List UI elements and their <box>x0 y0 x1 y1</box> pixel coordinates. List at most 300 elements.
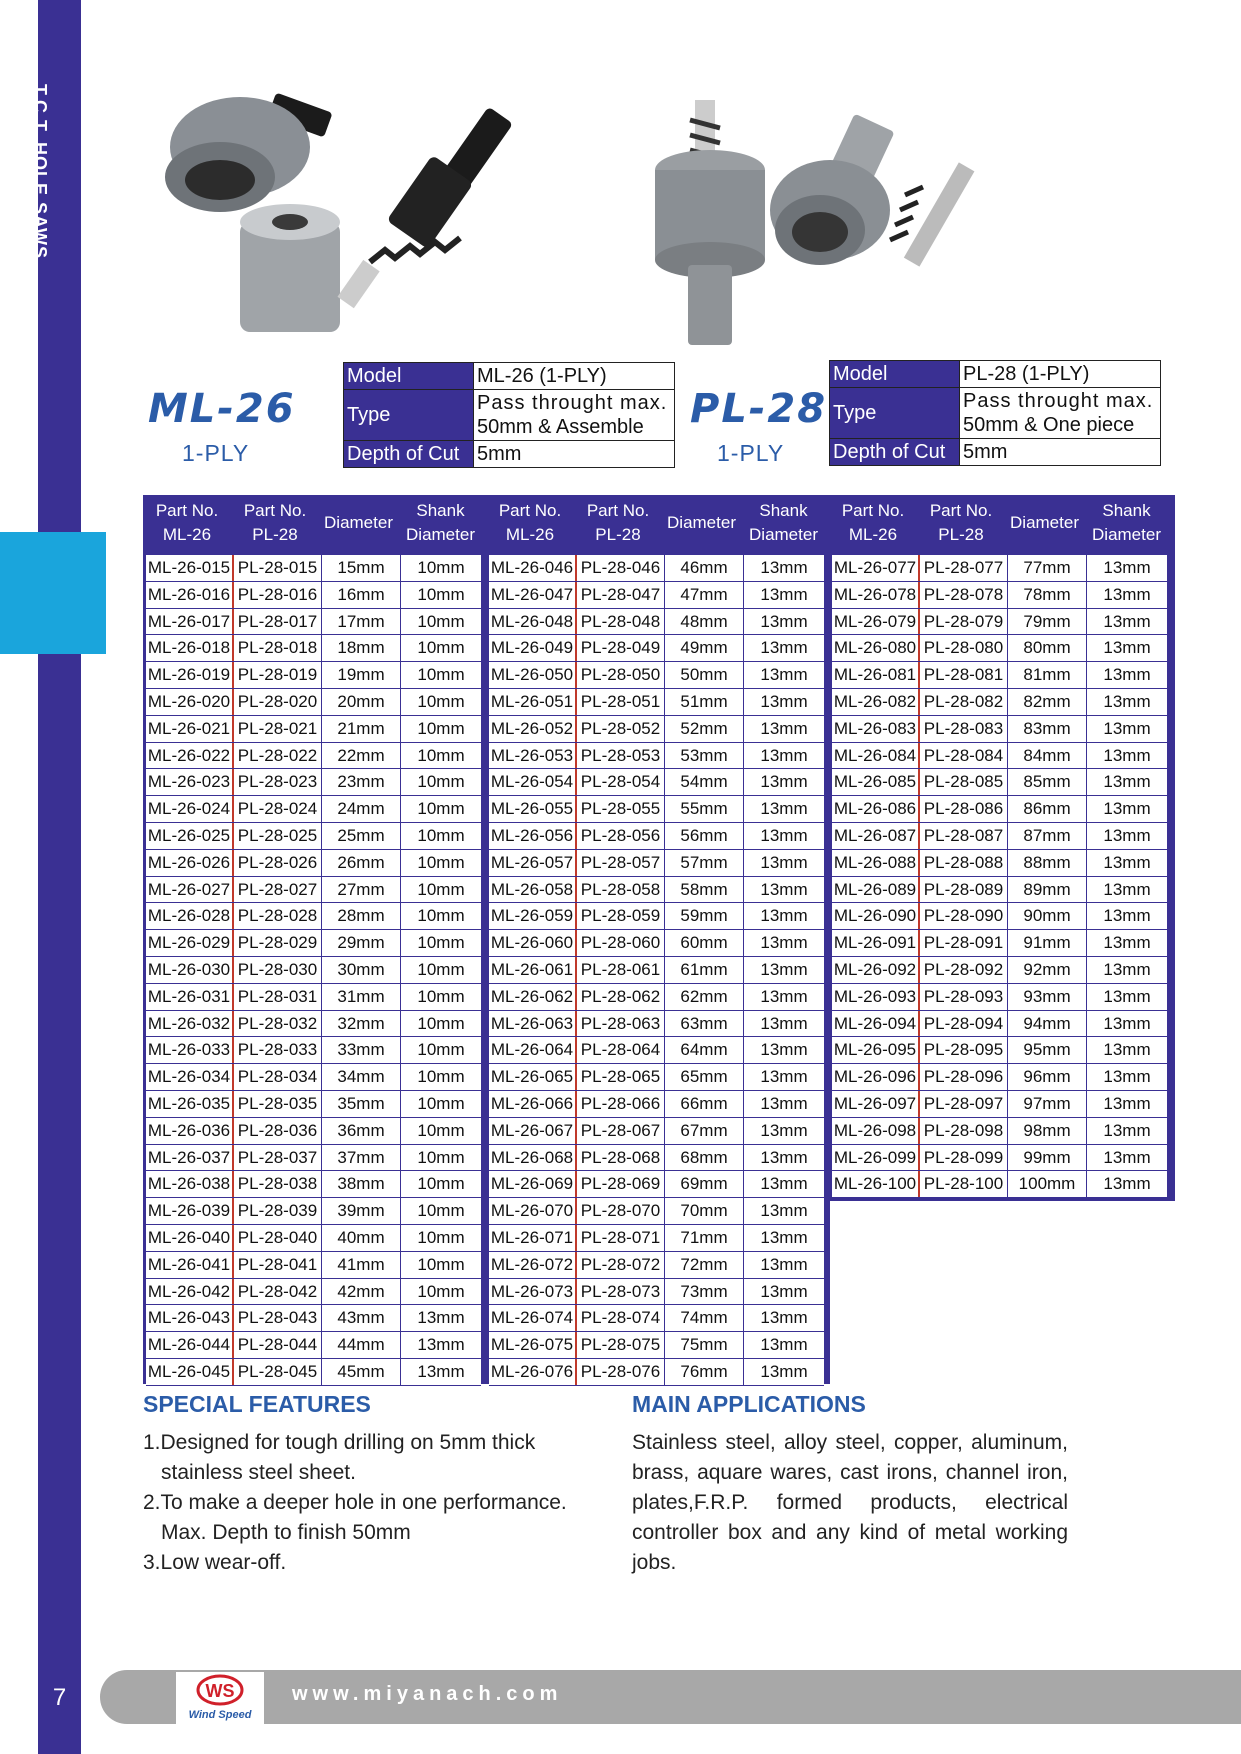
table-row <box>146 769 481 796</box>
table-cell: ML-26-084 <box>832 743 920 769</box>
table-row <box>146 662 481 689</box>
footer-bar <box>100 1670 1241 1724</box>
table-cell: ML-26-071 <box>489 1225 577 1251</box>
table-cell: 13mm <box>760 1254 808 1274</box>
table-cell: ML-26-056 <box>489 823 577 849</box>
table-cell: PL-28-069 <box>577 1171 665 1197</box>
table-cell: 27mm <box>322 877 401 903</box>
table-cell: PL-28-054 <box>577 769 665 795</box>
table-cell: PL-28-024 <box>234 796 322 822</box>
table-cell: 10mm <box>417 1227 465 1247</box>
ml26-title: ML-26 <box>148 386 296 432</box>
table-cell: ML-26-091 <box>832 930 920 956</box>
table-cell: 10mm <box>417 986 465 1006</box>
table-cell: 13mm <box>760 558 808 577</box>
table-row <box>489 796 824 823</box>
sidebar-band <box>38 0 81 1754</box>
table-cell: 13mm <box>1103 1093 1151 1113</box>
table-cell: ML-26-045 <box>146 1359 234 1385</box>
pl28-spec-table <box>829 360 1161 466</box>
table-cell: PL-28-082 <box>920 689 1008 715</box>
table-cell: 10mm <box>417 1040 465 1060</box>
table-cell: ML-26-089 <box>832 877 920 903</box>
table-cell: ML-26-093 <box>832 984 920 1010</box>
table-cell: 13mm <box>1103 1174 1151 1194</box>
table-cell: 13mm <box>760 906 808 926</box>
table-row <box>489 582 824 609</box>
table-body <box>832 555 1167 1198</box>
table-cell: PL-28-088 <box>920 850 1008 876</box>
table-cell: 35mm <box>322 1091 401 1117</box>
table-cell: PL-28-033 <box>234 1037 322 1063</box>
table-row <box>146 1145 481 1172</box>
table-cell: PL-28-021 <box>234 716 322 742</box>
table-cell: 13mm <box>1103 906 1151 926</box>
table-cell: PL-28-040 <box>234 1225 322 1251</box>
table-cell: 13mm <box>760 933 808 953</box>
table-row <box>832 823 1167 850</box>
table-row <box>489 850 824 877</box>
table-cell: 13mm <box>760 825 808 845</box>
pl28-title: PL-28 <box>690 386 828 432</box>
table-cell: PL-28-038 <box>234 1171 322 1197</box>
table-cell: 10mm <box>417 665 465 685</box>
table-cell: PL-28-025 <box>234 823 322 849</box>
table-cell: ML-26-100 <box>832 1171 920 1197</box>
table-cell: 13mm <box>760 1335 808 1355</box>
table-cell: PL-28-032 <box>234 1011 322 1037</box>
table-cell: ML-26-022 <box>146 743 234 769</box>
table-cell: PL-28-066 <box>577 1091 665 1117</box>
table-cell: 73mm <box>665 1279 744 1305</box>
table-cell: PL-28-022 <box>234 743 322 769</box>
table-cell: 13mm <box>1103 611 1151 631</box>
table-cell: ML-26-063 <box>489 1011 577 1037</box>
table-cell: ML-26-044 <box>146 1332 234 1358</box>
table-cell: 74mm <box>665 1305 744 1331</box>
table-row <box>832 1118 1167 1145</box>
table-cell: 75mm <box>665 1332 744 1358</box>
table-cell: 25mm <box>322 823 401 849</box>
table-cell: ML-26-039 <box>146 1198 234 1224</box>
table-cell: PL-28-020 <box>234 689 322 715</box>
table-cell: 37mm <box>322 1145 401 1171</box>
table-cell: ML-26-068 <box>489 1145 577 1171</box>
table-cell: 49mm <box>665 635 744 661</box>
table-cell: PL-28-051 <box>577 689 665 715</box>
website-url[interactable]: www.miyanach.com <box>292 1683 563 1705</box>
table-cell: 78mm <box>1008 582 1087 608</box>
table-row <box>832 957 1167 984</box>
table-cell: PL-28-067 <box>577 1118 665 1144</box>
table-cell: 13mm <box>760 1361 808 1381</box>
table-cell: 13mm <box>1103 879 1151 899</box>
table-cell: 58mm <box>665 877 744 903</box>
table-cell: 100mm <box>1008 1171 1087 1197</box>
features-list <box>143 1428 583 1578</box>
table-cell: PL-28-048 <box>577 609 665 635</box>
table-cell: 10mm <box>417 772 465 792</box>
feature-item: 1.Designed for tough drilling on 5mm thick stainless steel sheet. <box>143 1431 536 1484</box>
table-header <box>829 495 1169 551</box>
table-cell: 13mm <box>417 1308 465 1328</box>
spec-key: Depth of Cut <box>830 439 960 466</box>
spec-key: Type <box>830 388 960 439</box>
table-cell: 13mm <box>1103 1013 1151 1033</box>
table-row <box>146 1279 481 1306</box>
table-cell: 13mm <box>1103 638 1151 658</box>
table-cell: PL-28-015 <box>234 555 322 581</box>
spec-value: 5mm <box>474 441 675 468</box>
table-row <box>489 1011 824 1038</box>
table-row <box>146 689 481 716</box>
table-cell: ML-26-057 <box>489 850 577 876</box>
table-row <box>146 957 481 984</box>
table-cell: 13mm <box>760 718 808 738</box>
table-cell: 99mm <box>1008 1145 1087 1171</box>
table-cell: 13mm <box>760 1174 808 1194</box>
spec-key: Type <box>344 390 474 441</box>
table-cell: PL-28-026 <box>234 850 322 876</box>
table-cell: 13mm <box>1103 772 1151 792</box>
table-row <box>489 1332 824 1359</box>
column-header: Part No. PL-28 <box>929 501 993 544</box>
table-cell: 13mm <box>760 799 808 819</box>
table-cell: ML-26-076 <box>489 1359 577 1385</box>
table-cell: PL-28-061 <box>577 957 665 983</box>
table-cell: 83mm <box>1008 716 1087 742</box>
table-cell: 10mm <box>417 691 465 711</box>
table-cell: 13mm <box>760 1227 808 1247</box>
table-cell: ML-26-050 <box>489 662 577 688</box>
table-cell: PL-28-064 <box>577 1037 665 1063</box>
spec-value: 5mm <box>960 439 1161 466</box>
table-cell: PL-28-034 <box>234 1064 322 1090</box>
table-cell: PL-28-075 <box>577 1332 665 1358</box>
table-row <box>489 1171 824 1198</box>
table-row <box>832 1064 1167 1091</box>
features-heading: SPECIAL FEATURES <box>143 1391 371 1417</box>
table-cell: 13mm <box>760 959 808 979</box>
table-cell: ML-26-046 <box>489 555 577 581</box>
table-cell: ML-26-026 <box>146 850 234 876</box>
table-cell: ML-26-030 <box>146 957 234 983</box>
table-cell: ML-26-043 <box>146 1305 234 1331</box>
table-cell: ML-26-017 <box>146 609 234 635</box>
table-cell: PL-28-058 <box>577 877 665 903</box>
table-cell: ML-26-052 <box>489 716 577 742</box>
table-cell: 23mm <box>322 769 401 795</box>
table-cell: ML-26-054 <box>489 769 577 795</box>
table-cell: 10mm <box>417 558 465 577</box>
table-row <box>146 984 481 1011</box>
table-cell: PL-28-068 <box>577 1145 665 1171</box>
table-cell: PL-28-100 <box>920 1171 1008 1197</box>
table-cell: 13mm <box>1103 933 1151 953</box>
table-cell: 15mm <box>322 555 401 581</box>
table-cell: ML-26-047 <box>489 582 577 608</box>
table-cell: 55mm <box>665 796 744 822</box>
table-row <box>489 903 824 930</box>
table-cell: ML-26-083 <box>832 716 920 742</box>
table-cell: PL-28-085 <box>920 769 1008 795</box>
table-cell: ML-26-016 <box>146 582 234 608</box>
table-row <box>489 1064 824 1091</box>
table-cell: ML-26-070 <box>489 1198 577 1224</box>
table-cell: ML-26-058 <box>489 877 577 903</box>
table-cell: PL-28-018 <box>234 635 322 661</box>
table-cell: PL-28-065 <box>577 1064 665 1090</box>
table-cell: 10mm <box>417 879 465 899</box>
table-row <box>832 903 1167 930</box>
table-cell: 13mm <box>760 1308 808 1328</box>
table-cell: PL-28-087 <box>920 823 1008 849</box>
table-cell: 77mm <box>1008 555 1087 581</box>
table-cell: 10mm <box>417 1147 465 1167</box>
table-cell: ML-26-059 <box>489 903 577 929</box>
table-cell: ML-26-090 <box>832 903 920 929</box>
table-cell: 13mm <box>1103 1040 1151 1060</box>
table-row <box>146 1252 481 1279</box>
table-row <box>146 555 481 582</box>
table-cell: 18mm <box>322 635 401 661</box>
table-row <box>146 1091 481 1118</box>
table-cell: 21mm <box>322 716 401 742</box>
table-row <box>146 716 481 743</box>
table-cell: ML-26-028 <box>146 903 234 929</box>
table-cell: 79mm <box>1008 609 1087 635</box>
table-cell: 10mm <box>417 1013 465 1033</box>
table-cell: 13mm <box>760 745 808 765</box>
table-cell: 13mm <box>1103 825 1151 845</box>
table-cell: ML-26-048 <box>489 609 577 635</box>
table-cell: 56mm <box>665 823 744 849</box>
table-cell: 72mm <box>665 1252 744 1278</box>
table-cell: ML-26-036 <box>146 1118 234 1144</box>
table-cell: 13mm <box>417 1335 465 1355</box>
table-cell: 87mm <box>1008 823 1087 849</box>
table-cell: PL-28-092 <box>920 957 1008 983</box>
table-cell: 59mm <box>665 903 744 929</box>
table-cell: PL-28-057 <box>577 850 665 876</box>
table-cell: 46mm <box>665 555 744 581</box>
table-cell: 10mm <box>417 611 465 631</box>
table-cell: 10mm <box>417 1201 465 1221</box>
table-cell: PL-28-016 <box>234 582 322 608</box>
table-cell: 53mm <box>665 743 744 769</box>
table-row <box>832 930 1167 957</box>
table-cell: PL-28-083 <box>920 716 1008 742</box>
table-cell: 81mm <box>1008 662 1087 688</box>
ml26-product-photo <box>160 92 560 342</box>
table-row <box>489 662 824 689</box>
table-cell: 13mm <box>760 665 808 685</box>
table-cell: ML-26-064 <box>489 1037 577 1063</box>
table-cell: 10mm <box>417 1067 465 1087</box>
table-cell: ML-26-031 <box>146 984 234 1010</box>
table-row <box>832 1037 1167 1064</box>
table-cell: ML-26-094 <box>832 1011 920 1037</box>
table-row <box>832 796 1167 823</box>
column-header: Part No. ML-26 <box>498 501 562 544</box>
brand-logo <box>176 1672 264 1724</box>
table-cell: ML-26-033 <box>146 1037 234 1063</box>
table-cell: 13mm <box>1103 959 1151 979</box>
table-cell: 13mm <box>1103 691 1151 711</box>
table-cell: ML-26-081 <box>832 662 920 688</box>
table-cell: ML-26-029 <box>146 930 234 956</box>
table-row <box>146 903 481 930</box>
table-row <box>146 1359 481 1386</box>
table-row <box>832 877 1167 904</box>
table-cell: 13mm <box>1103 1147 1151 1167</box>
table-row <box>489 823 824 850</box>
table-cell: PL-28-036 <box>234 1118 322 1144</box>
table-cell: 10mm <box>417 1174 465 1194</box>
table-cell: 38mm <box>322 1171 401 1197</box>
table-cell: 13mm <box>760 1201 808 1221</box>
table-cell: 42mm <box>322 1279 401 1305</box>
table-cell: ML-26-037 <box>146 1145 234 1171</box>
table-row <box>489 1037 824 1064</box>
table-cell: 29mm <box>322 930 401 956</box>
table-cell: 62mm <box>665 984 744 1010</box>
table-cell: 61mm <box>665 957 744 983</box>
table-cell: 17mm <box>322 609 401 635</box>
table-row <box>146 1118 481 1145</box>
table-row <box>146 635 481 662</box>
table-row <box>489 930 824 957</box>
table-cell: PL-28-098 <box>920 1118 1008 1144</box>
table-cell: PL-28-041 <box>234 1252 322 1278</box>
table-cell: 13mm <box>760 584 808 604</box>
table-cell: PL-28-030 <box>234 957 322 983</box>
table-cell: 10mm <box>417 799 465 819</box>
table-header <box>486 495 826 551</box>
table-cell: 10mm <box>417 584 465 604</box>
table-row <box>832 635 1167 662</box>
table-cell: 10mm <box>417 745 465 765</box>
table-cell: ML-26-018 <box>146 635 234 661</box>
table-cell: 10mm <box>417 1093 465 1113</box>
applications-heading: MAIN APPLICATIONS <box>632 1391 866 1417</box>
table-cell: ML-26-095 <box>832 1037 920 1063</box>
table-row <box>489 1091 824 1118</box>
table-cell: 45mm <box>322 1359 401 1385</box>
table-cell: 24mm <box>322 796 401 822</box>
table-cell: 43mm <box>322 1305 401 1331</box>
table-row <box>146 609 481 636</box>
table-cell: 68mm <box>665 1145 744 1171</box>
column-header: Diameter <box>1010 513 1079 532</box>
table-cell: 84mm <box>1008 743 1087 769</box>
table-cell: PL-28-035 <box>234 1091 322 1117</box>
table-row <box>489 1198 824 1225</box>
table-cell: 13mm <box>760 986 808 1006</box>
table-cell: 95mm <box>1008 1037 1087 1063</box>
table-cell: ML-26-051 <box>489 689 577 715</box>
table-row <box>832 1145 1167 1172</box>
pl28-ply: 1-PLY <box>717 440 785 466</box>
table-cell: 60mm <box>665 930 744 956</box>
table-row <box>489 689 824 716</box>
table-cell: 44mm <box>322 1332 401 1358</box>
pl28-product-photo <box>650 100 1040 350</box>
table-row <box>489 1118 824 1145</box>
table-cell: ML-26-038 <box>146 1171 234 1197</box>
table-cell: 96mm <box>1008 1064 1087 1090</box>
table-cell: 22mm <box>322 743 401 769</box>
spec-value-line: 50mm & Assemble <box>477 416 644 438</box>
table-row <box>146 1198 481 1225</box>
column-header: Shank Diameter <box>1092 501 1161 544</box>
table-cell: 13mm <box>760 1040 808 1060</box>
table-cell: 13mm <box>1103 986 1151 1006</box>
spec-value: ML-26 (1-PLY) <box>474 363 675 390</box>
table-row <box>832 1171 1167 1198</box>
table-cell: ML-26-053 <box>489 743 577 769</box>
table-cell: PL-28-076 <box>577 1359 665 1385</box>
table-cell: ML-26-067 <box>489 1118 577 1144</box>
column-header: Shank Diameter <box>406 501 475 544</box>
table-cell: PL-28-078 <box>920 582 1008 608</box>
spec-value <box>474 390 675 441</box>
table-cell: ML-26-065 <box>489 1064 577 1090</box>
table-cell: 13mm <box>1103 558 1151 577</box>
table-cell: 90mm <box>1008 903 1087 929</box>
table-cell: ML-26-069 <box>489 1171 577 1197</box>
chapter-tab <box>0 532 106 654</box>
table-cell: ML-26-082 <box>832 689 920 715</box>
table-cell: 10mm <box>417 825 465 845</box>
table-cell: ML-26-073 <box>489 1279 577 1305</box>
logo-mark: WS <box>205 1681 235 1701</box>
table-cell: ML-26-025 <box>146 823 234 849</box>
table-row <box>146 850 481 877</box>
table-cell: ML-26-066 <box>489 1091 577 1117</box>
table-cell: ML-26-021 <box>146 716 234 742</box>
table-cell: 13mm <box>760 1013 808 1033</box>
table-cell: 10mm <box>417 906 465 926</box>
table-blank-area <box>830 1201 1175 1386</box>
table-cell: ML-26-040 <box>146 1225 234 1251</box>
table-cell: 10mm <box>417 933 465 953</box>
table-cell: 13mm <box>760 1093 808 1113</box>
table-cell: 57mm <box>665 850 744 876</box>
table-cell: PL-28-046 <box>577 555 665 581</box>
table-cell: ML-26-072 <box>489 1252 577 1278</box>
table-cell: PL-28-060 <box>577 930 665 956</box>
table-cell: 28mm <box>322 903 401 929</box>
table-cell: 13mm <box>760 611 808 631</box>
table-cell: ML-26-096 <box>832 1064 920 1090</box>
table-cell: 65mm <box>665 1064 744 1090</box>
spec-value-line: Pass throught max. <box>963 390 1154 412</box>
ml26-ply: 1-PLY <box>182 440 250 466</box>
logo-caption: Wind Speed <box>188 1709 252 1721</box>
table-cell: 48mm <box>665 609 744 635</box>
table-cell: PL-28-089 <box>920 877 1008 903</box>
table-row <box>832 689 1167 716</box>
table-row <box>489 877 824 904</box>
table-cell: 82mm <box>1008 689 1087 715</box>
table-cell: ML-26-027 <box>146 877 234 903</box>
table-cell: ML-26-099 <box>832 1145 920 1171</box>
table-body <box>489 555 824 1386</box>
table-row <box>489 1145 824 1172</box>
spec-key: Model <box>344 363 474 390</box>
table-cell: PL-28-029 <box>234 930 322 956</box>
